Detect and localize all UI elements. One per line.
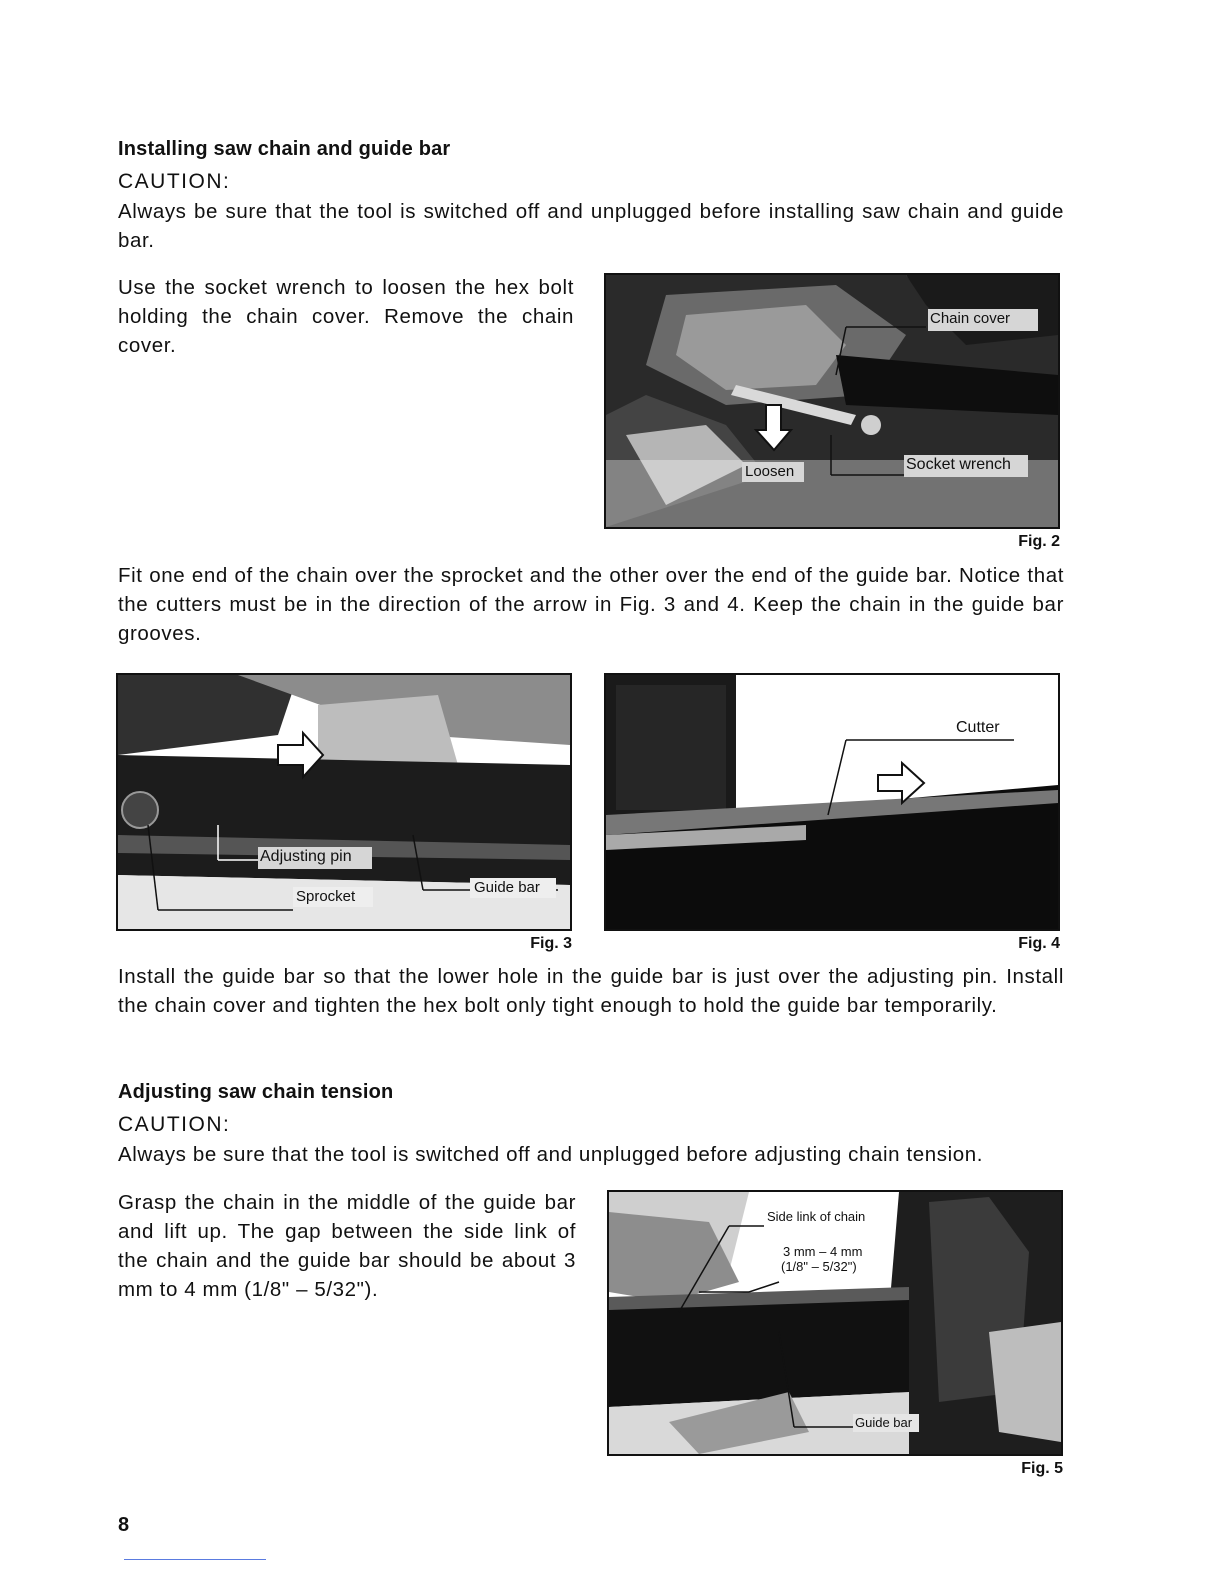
paragraph-fit-chain: Fit one end of the chain over the sprocket and the other over the end of the guide bar. Notice that the cutters must be in the direction of the arrow in Fig. 3 and 4. Keep the chain in the guide bar grooves. xyxy=(118,564,1064,645)
callout-side-link: Side link of chain xyxy=(767,1209,866,1224)
figure-4-photo xyxy=(604,673,1060,931)
callout-guide-bar: Guide bar xyxy=(474,879,540,896)
figure-4-illustration xyxy=(606,675,1058,929)
callout-gap-mm: 3 mm – 4 mm xyxy=(783,1244,863,1259)
caution-text-2: Always be sure that the tool is switched off and unplugged before adjusting chain tension. xyxy=(118,1143,984,1166)
caution-label: CAUTION: xyxy=(118,170,231,193)
callout-adjusting-pin: Adjusting pin xyxy=(260,848,352,865)
callout-guide-bar-5: Guide bar xyxy=(855,1415,913,1430)
callout-cutter: Cutter xyxy=(956,719,1000,736)
callout-chain-cover: Chain cover xyxy=(930,310,1011,327)
callout-sprocket: Sprocket xyxy=(296,888,356,905)
section-heading-installing: Installing saw chain and guide bar xyxy=(118,138,451,160)
caution-label-2: CAUTION: xyxy=(118,1113,231,1136)
figure-3-label: Fig. 3 xyxy=(530,935,572,952)
section-heading-adjusting: Adjusting saw chain tension xyxy=(118,1081,394,1103)
footer-rule xyxy=(124,1559,266,1560)
page-number: 8 xyxy=(118,1514,130,1536)
figure-5-photo xyxy=(607,1190,1063,1456)
figure-5-illustration xyxy=(609,1192,1061,1454)
figure-2-photo xyxy=(604,273,1060,529)
callout-loosen: Loosen xyxy=(745,463,795,480)
callout-gap-in: (1/8" – 5/32") xyxy=(781,1259,857,1274)
figure-4-label: Fig. 4 xyxy=(1018,935,1060,952)
paragraph-remove-cover: Use the socket wrench to loosen the hex bolt holding the chain cover. Remove the chain cover. xyxy=(118,276,574,357)
paragraph-grasp-chain: Grasp the chain in the middle of the guide bar and lift up. The gap between the side link of the chain and the guide bar should be about 3 mm to 4 mm (1/8" – 5/32"). xyxy=(118,1191,576,1301)
caution-text: Always be sure that the tool is switched off and unplugged before installing saw chain and guide bar. xyxy=(118,200,1064,252)
figure-2-label: Fig. 2 xyxy=(1018,533,1060,550)
figure-5-label: Fig. 5 xyxy=(1021,1460,1063,1477)
callout-socket-wrench: Socket wrench xyxy=(906,456,1011,473)
paragraph-install-guide-bar: Install the guide bar so that the lower hole in the guide bar is just over the adjusting pin. Install the chain cover and tighten the hex bolt only tight enough to hold the guide bar temporarily. xyxy=(118,965,1064,1017)
figure-3-photo xyxy=(116,673,572,931)
